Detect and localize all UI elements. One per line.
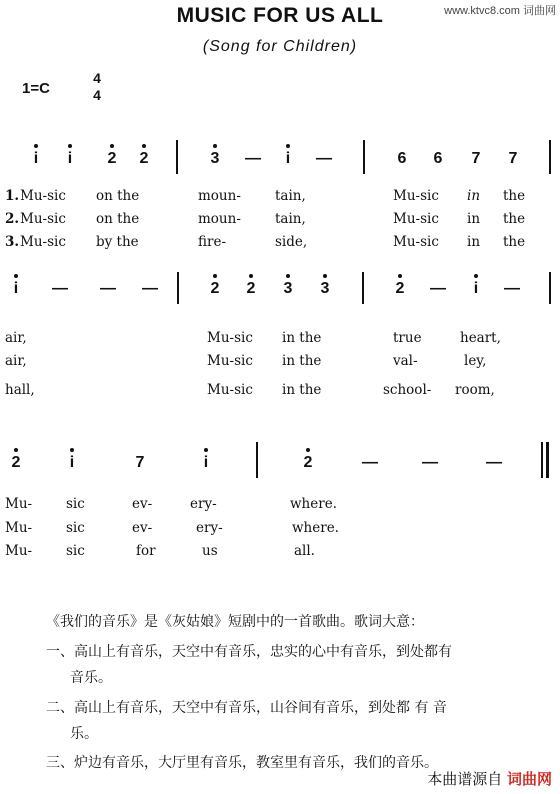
lyric: ley, xyxy=(464,353,487,369)
lyric: sic xyxy=(66,520,85,536)
lyric: tain, xyxy=(275,188,306,204)
lyric: tain, xyxy=(275,211,306,227)
lyric: side, xyxy=(275,234,308,250)
lyric: sic xyxy=(66,496,85,512)
bar-line xyxy=(549,140,551,174)
lyric: air, xyxy=(5,330,27,346)
song-title: MUSIC FOR US ALL xyxy=(176,4,384,27)
note-dash: — xyxy=(430,280,446,297)
lyric: true xyxy=(393,330,422,346)
lyric: the xyxy=(503,188,526,204)
bar-line xyxy=(256,442,258,478)
note: 6 xyxy=(397,150,407,167)
note: i xyxy=(28,150,44,168)
lyric: val- xyxy=(393,353,418,369)
lyric: Mu-sic xyxy=(20,234,66,250)
note: i xyxy=(8,280,24,298)
lyric: school- xyxy=(383,382,432,398)
lyric: on the xyxy=(96,211,140,227)
lyric: Mu-sic xyxy=(207,330,253,346)
lyric: Mu- xyxy=(5,496,33,512)
lyric: ev- xyxy=(132,520,153,536)
meter-bottom: 4 xyxy=(93,87,101,103)
note-dash: — xyxy=(316,150,332,167)
note: 7 xyxy=(471,150,481,167)
description-line: 一、高山上有音乐，天空中有音乐，忠实的心中有音乐，到处都有 xyxy=(46,644,452,660)
lyric: in xyxy=(467,211,481,227)
lyric: Mu-sic xyxy=(393,234,439,250)
note: 2 xyxy=(104,150,120,168)
lyric: hall, xyxy=(5,382,35,398)
note: 2 xyxy=(8,454,24,472)
note-dash: — xyxy=(422,454,438,471)
note-dash: — xyxy=(362,454,378,471)
lyric: Mu-sic xyxy=(20,188,66,204)
lyric: all. xyxy=(294,543,315,559)
lyric: Mu-sic xyxy=(207,353,253,369)
lyric: fire- xyxy=(198,234,227,250)
bar-line xyxy=(549,272,551,304)
note: i xyxy=(62,150,78,168)
lyric: moun- xyxy=(198,188,241,204)
watermark-bottom-left: 本曲谱源自 xyxy=(427,770,503,788)
note: 2 xyxy=(392,280,408,298)
lyric: Mu- xyxy=(5,520,33,536)
final-bar-thick xyxy=(546,442,549,478)
note: i xyxy=(198,454,214,472)
final-bar-thin xyxy=(541,442,543,478)
bar-line xyxy=(362,272,364,304)
description-line: 二、高山上有音乐，天空中有音乐，山谷间有音乐，到处都 有 音 xyxy=(46,700,447,716)
lyric: in the xyxy=(282,330,322,346)
time-signature xyxy=(90,70,104,104)
description-line: 音乐。 xyxy=(70,670,112,686)
bar-line xyxy=(176,140,178,174)
lyric: ev- xyxy=(132,496,153,512)
lyric: in the xyxy=(282,382,322,398)
note: 3 xyxy=(280,280,296,298)
note: i xyxy=(64,454,80,472)
lyric: Mu-sic xyxy=(393,211,439,227)
note-dash: — xyxy=(504,280,520,297)
description-line: 三、炉边有音乐，大厅里有音乐，教室里有音乐，我们的音乐。 xyxy=(46,755,438,771)
lyric-verse-1: 1. xyxy=(5,188,20,204)
lyric-verse-2: 2. xyxy=(5,211,20,227)
note: 2 xyxy=(243,280,259,298)
lyric: Mu- xyxy=(5,543,33,559)
lyric: sic xyxy=(66,543,85,559)
note-dash: — xyxy=(52,280,68,297)
note: 3 xyxy=(207,150,223,168)
lyric: the xyxy=(503,234,526,250)
lyric: moun- xyxy=(198,211,241,227)
lyric: heart, xyxy=(460,330,501,346)
lyric: where. xyxy=(292,520,339,536)
lyric: air, xyxy=(5,353,27,369)
description-line: 乐。 xyxy=(70,726,98,742)
lyric: Mu-sic xyxy=(20,211,66,227)
watermark-bottom-right: 词曲网 xyxy=(506,770,552,788)
note: 6 xyxy=(433,150,443,167)
lyric: Mu-sic xyxy=(393,188,439,204)
lyric: the xyxy=(503,211,526,227)
lyric: room, xyxy=(455,382,495,398)
lyric: by the xyxy=(96,234,139,250)
note: 2 xyxy=(136,150,152,168)
note: i xyxy=(468,280,484,298)
note: 2 xyxy=(300,454,316,472)
lyric: for xyxy=(136,543,156,559)
note-dash: — xyxy=(486,454,502,471)
note-dash: — xyxy=(100,280,116,297)
lyric: ery- xyxy=(196,520,223,536)
watermark-top: www.ktvc8.com 词曲网 xyxy=(444,5,556,17)
note: 3 xyxy=(317,280,333,298)
meter-top: 4 xyxy=(93,70,101,86)
note-dash: — xyxy=(245,150,261,167)
note: 2 xyxy=(207,280,223,298)
lyric: on the xyxy=(96,188,140,204)
lyric: in xyxy=(467,188,481,204)
key-signature: 1=C xyxy=(22,80,50,97)
lyric: ery- xyxy=(190,496,217,512)
note: 7 xyxy=(508,150,518,167)
lyric: in xyxy=(467,234,481,250)
note: 7 xyxy=(135,454,145,471)
bar-line xyxy=(363,140,365,174)
lyric: Mu-sic xyxy=(207,382,253,398)
watermark-bottom xyxy=(427,768,552,789)
lyric: in the xyxy=(282,353,322,369)
lyric: where. xyxy=(290,496,337,512)
description-intro: 《我们的音乐》是《灰姑娘》短剧中的一首歌曲。歌词大意： xyxy=(46,614,424,630)
bar-line xyxy=(177,272,179,304)
lyric: us xyxy=(202,543,218,559)
note-dash: — xyxy=(142,280,158,297)
song-subtitle: (Song for Children) xyxy=(202,38,358,55)
lyric-verse-3: 3. xyxy=(5,234,20,250)
note: i xyxy=(280,150,296,168)
